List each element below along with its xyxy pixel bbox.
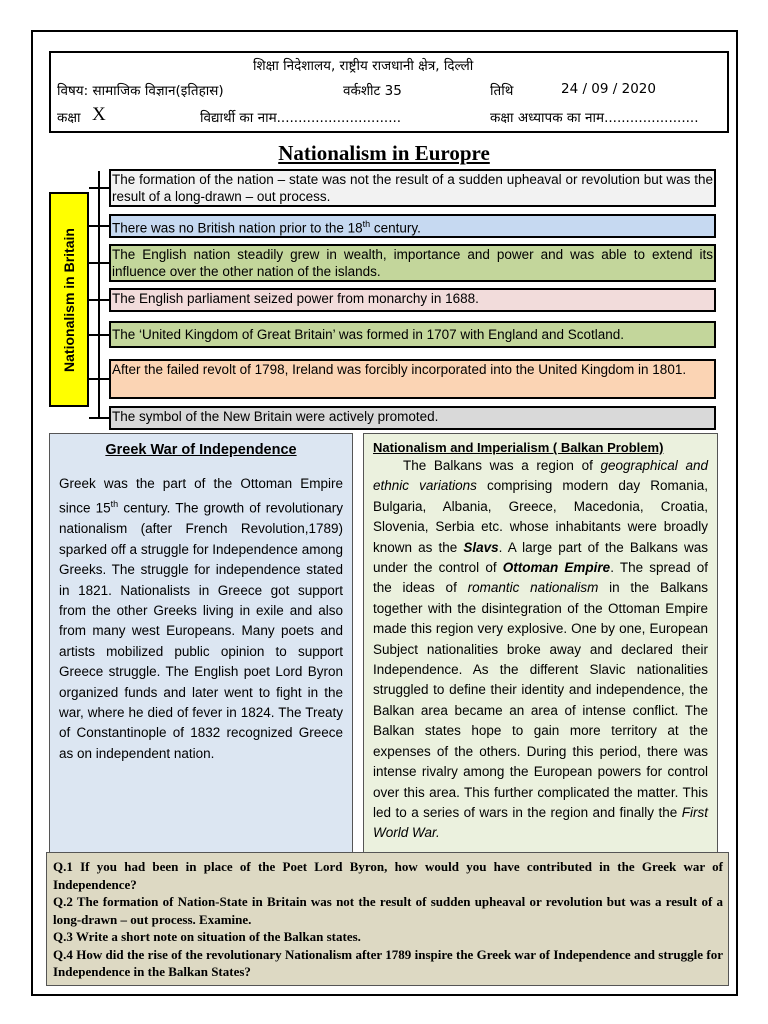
- britain-fact-3: The English nation steadily grew in wealth, importance and power and was able to extend its influence over the other nation of the islands.: [109, 244, 716, 282]
- balkan-emphasis: Ottoman Empire: [502, 560, 611, 576]
- balkan-text: [373, 456, 708, 844]
- connector-branch: [89, 187, 109, 189]
- balkan-problem-panel: [363, 433, 718, 855]
- student-name-field: विद्यार्थी का नाम.............................: [200, 110, 402, 126]
- britain-fact-7: The symbol of the New Britain were actively promoted.: [109, 406, 716, 430]
- greek-war-heading: Greek War of Independence: [105, 442, 297, 458]
- balkan-emphasis: Slavs: [463, 539, 499, 555]
- class-label: कक्षा: [57, 110, 81, 126]
- side-label-box: [49, 192, 89, 407]
- question-3: Q.3 Write a short note on situation of the Balkan states.: [53, 929, 361, 944]
- connector-branch: [89, 262, 109, 264]
- balkan-emphasis: romantic nationalism: [467, 580, 599, 596]
- superscript: th: [362, 219, 371, 229]
- britain-fact-5: The ‘United Kingdom of Great Britain’ was formed in 1707 with England and Scotland.: [109, 321, 716, 348]
- side-label: Nationalism in Britain: [61, 227, 77, 372]
- teacher-name-field: कक्षा अध्यापक का नाम......................: [490, 110, 699, 126]
- britain-fact-6: After the failed revolt of 1798, Ireland was forcibly incorporated into the United Kingdom in 1801.: [109, 359, 716, 399]
- balkan-emphasis: First World War.: [373, 804, 708, 841]
- balkan-text-part: . The spread of the ideas of: [373, 560, 708, 596]
- date-value: 24 / 09 / 2020: [561, 81, 656, 97]
- britain-fact-4: The English parliament seized power from monarchy in 1688.: [109, 288, 716, 312]
- greek-text-part: Greek was the part of the Ottoman Empire since 15: [59, 476, 343, 516]
- britain-fact-1: The formation of the nation – state was not the result of a sudden upheaval or revolution but was the result of a long-drawn – out process.: [109, 169, 716, 207]
- greek-war-panel: [49, 433, 353, 855]
- balkan-text-part: The Balkans was a region of: [403, 458, 601, 473]
- balkan-text-part: comprising modern day Romania, Bulgaria, Albania, Greece, Macedonia, Croatia, Slovenia, Serbia etc. whose inhabitants were broadly known as the: [373, 478, 708, 555]
- balkan-text-part: . A large part of the Balkans was under the control of: [373, 539, 708, 576]
- subject-field: विषय: सामाजिक विज्ञान(इतिहास): [57, 83, 224, 99]
- worksheet-number: वर्कशीट 35: [343, 83, 402, 99]
- greek-text-part: century. The growth of revolutionary nationalism (after French Revolution,1789) sparked off a struggle for Independence among Greeks. The struggle for independence stated in 1821. Nationalists in Greece got support from the other Greeks living in exile and also from many west Europeans. Many poets and artists mobilized public opinion to support Greece struggle. The English poet Lord Byron organized funds and later went to fight in the war, where he died of fever in 1824. The Treaty of Constantinople of 1832 recognized Greece as on independent nation.: [59, 500, 343, 761]
- connector-branch: [89, 225, 109, 227]
- questions-panel: [46, 852, 729, 986]
- balkan-heading: Nationalism and Imperialism ( Balkan Problem): [373, 440, 664, 455]
- page-title: [0, 141, 768, 166]
- connector-line: [98, 171, 100, 419]
- connector-branch: [89, 417, 109, 419]
- balkan-text-part: in the Balkans together with the disintegration of the Ottoman Empire made this region very explosive. One by one, European Subject nationalities broke away and declared their Independence. As the different Slavic nationalities struggled to define their identity and independence, the Balkan area became an area of intense conflict. The Balkan states hope to gain more territory at the expenses of the others. During this period, there was intense rivalry among the European powers for control over this area. This further complicated the matter. This led to a series of wars in the region and finally the: [373, 580, 708, 820]
- question-2: Q.2 The formation of Nation-State in Britain was not the result of sudden upheaval or revolution but was a result of a long-drawn – out process. Examine.: [53, 894, 723, 927]
- question-4: Q.4 How did the rise of the revolutionary Nationalism after 1789 inspire the Greek war of Independence and struggle for Independence in the Balkan States?: [53, 946, 723, 979]
- directorate-name: शिक्षा निदेशालय, राष्ट्रीय राजधानी क्षेत्र, दिल्ली: [253, 58, 474, 74]
- greek-war-text: [59, 474, 343, 764]
- balkan-emphasis: geographical and ethnic variations: [373, 458, 708, 494]
- class-value: X: [92, 104, 106, 125]
- britain-fact-2-text-end: century.: [370, 220, 421, 236]
- connector-branch: [89, 299, 109, 301]
- connector-branch: [89, 334, 109, 336]
- page-title-text: Nationalism in Europre: [278, 141, 490, 165]
- britain-fact-2-text: There was no British nation prior to the 18: [112, 220, 363, 236]
- question-1: Q.1 If you had been in place of the Poet Lord Byron, how would you have contributed in the Greek war of Independence?: [53, 859, 723, 892]
- superscript: th: [110, 499, 119, 510]
- britain-fact-2: [109, 214, 716, 238]
- connector-branch: [89, 378, 109, 380]
- date-label: तिथि: [490, 83, 514, 99]
